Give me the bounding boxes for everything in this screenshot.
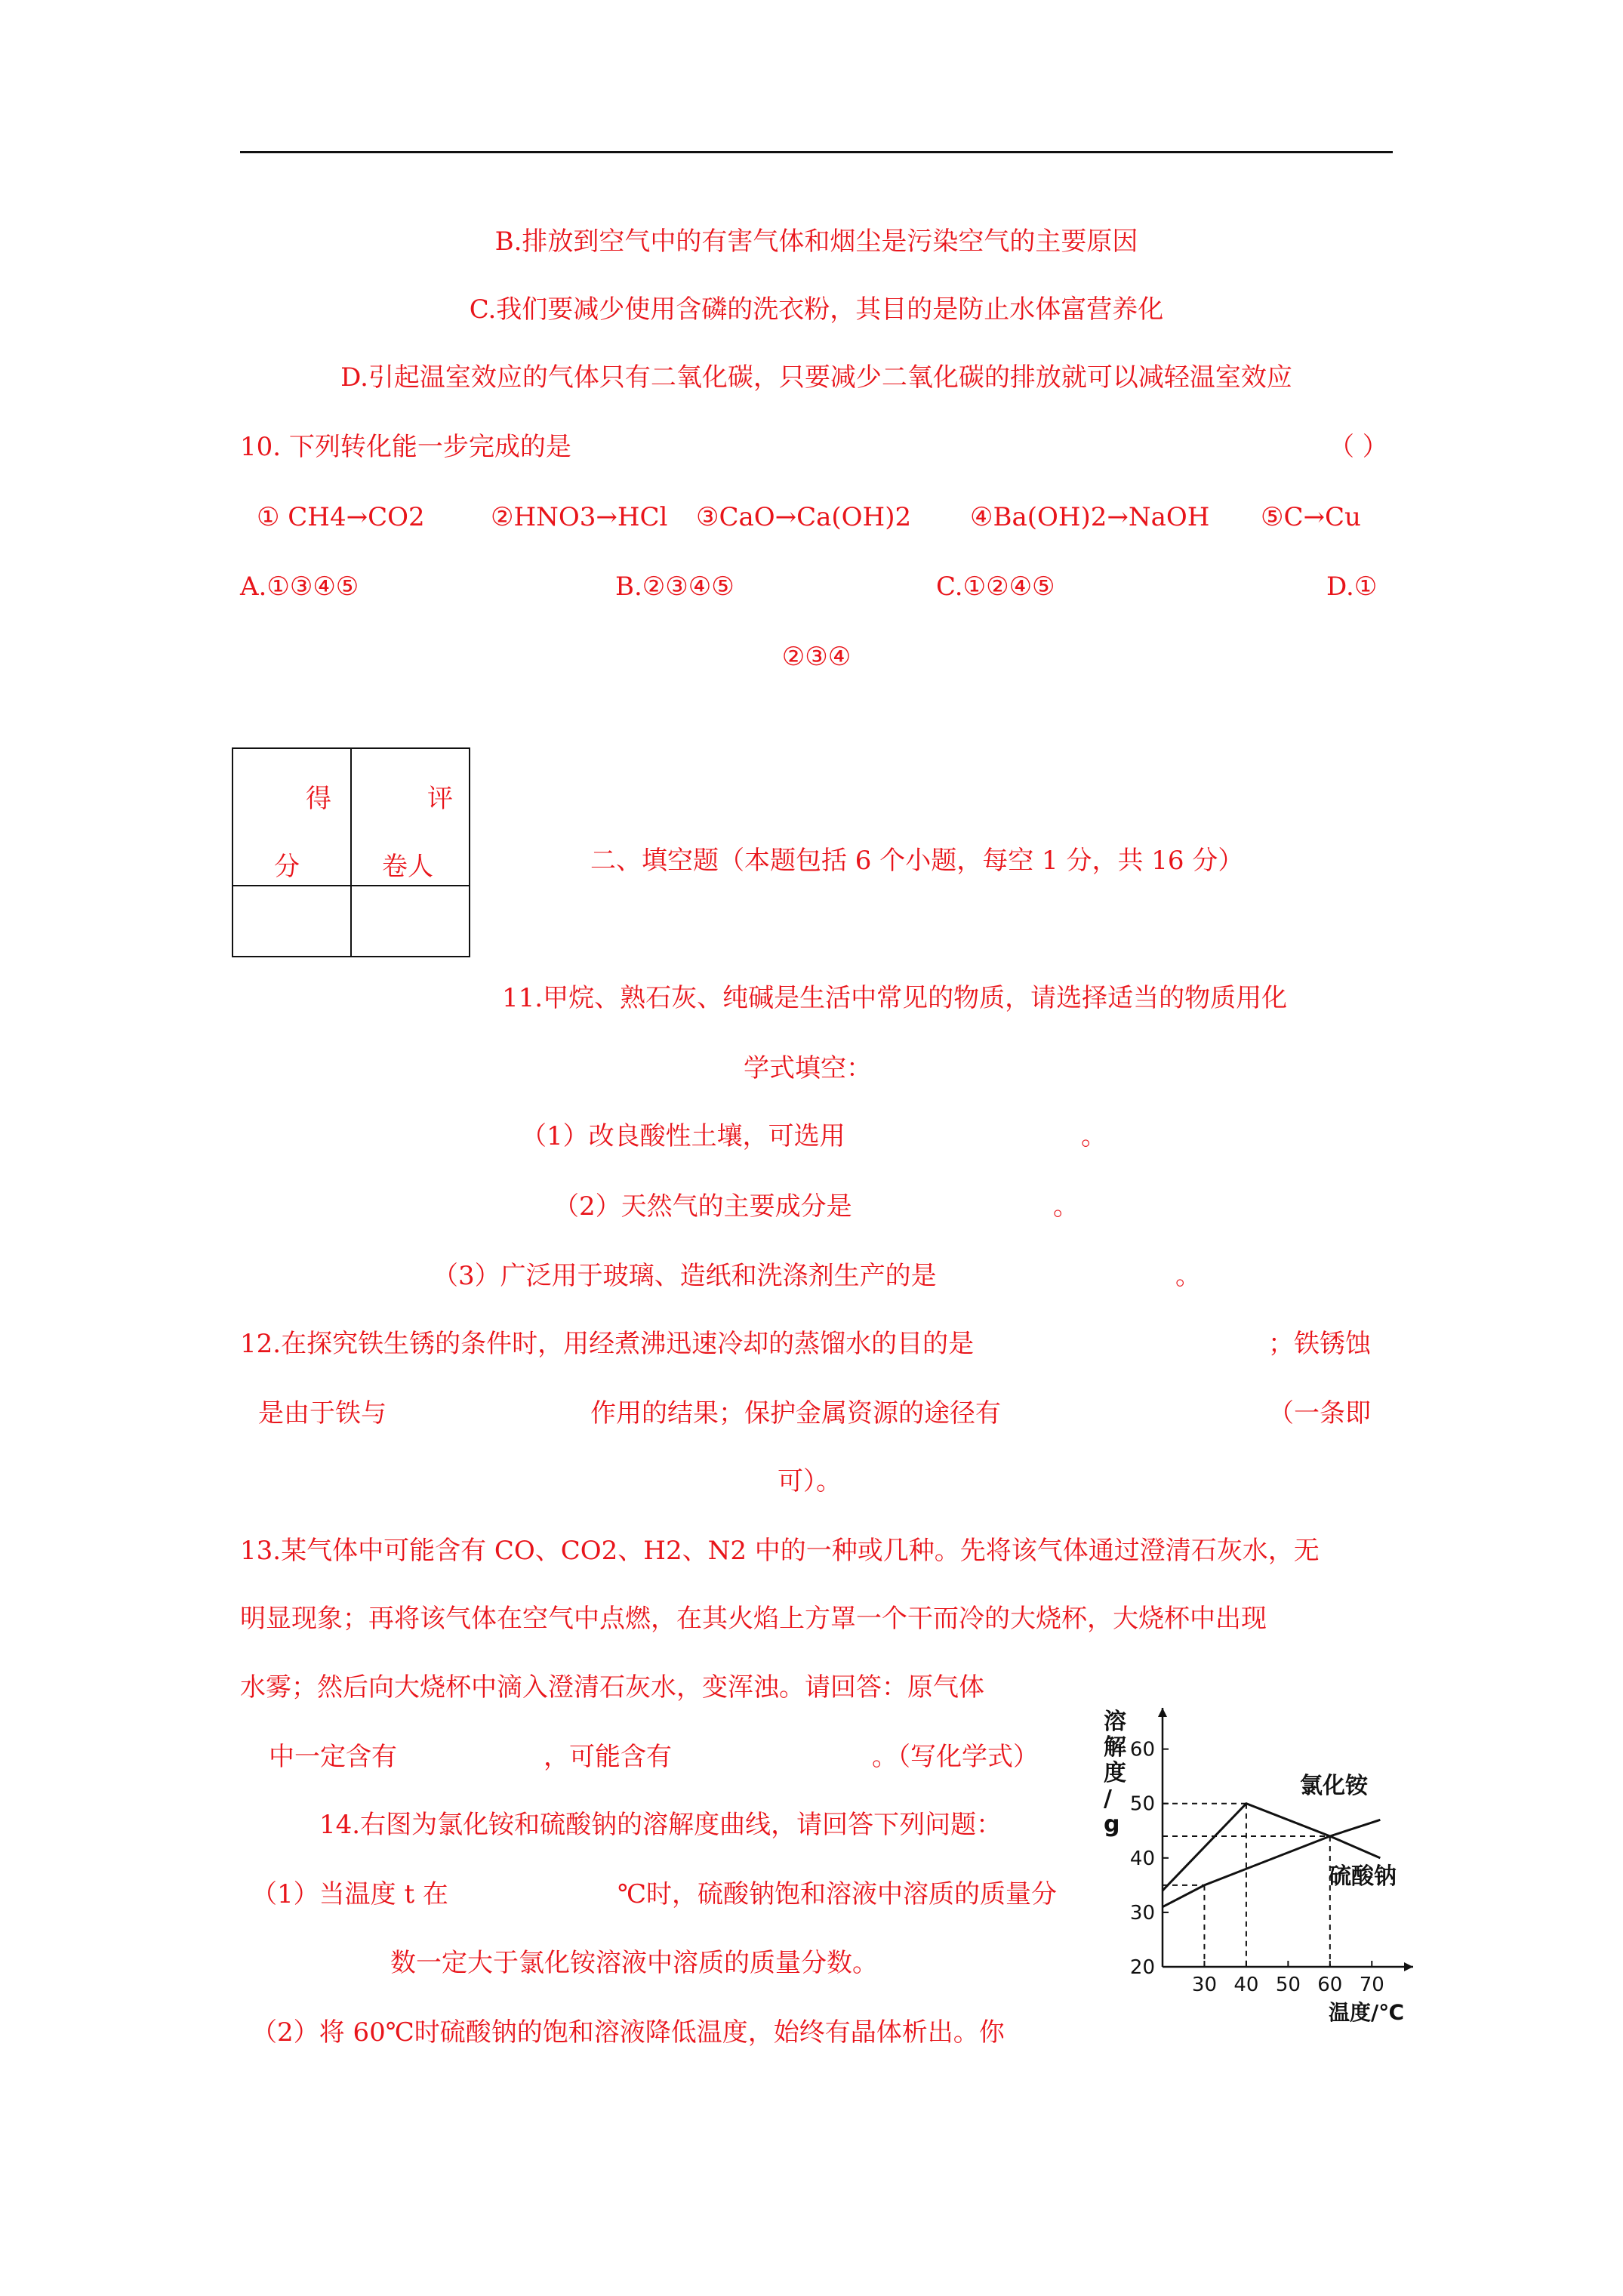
series-label-1: 氯化铵 (1300, 1773, 1368, 1799)
y-axis-arrow (1158, 1708, 1167, 1717)
q12-line2-b: 作用的结果；保护金属资源的途径有 (590, 1398, 1001, 1428)
q10-paren: （ ） (1329, 432, 1388, 462)
q10-stem: 10. 下列转化能一步完成的是 (240, 432, 571, 462)
q14-line1: 14.右图为氯化铵和硫酸钠的溶解度曲线，请回答下列问题： (319, 1810, 1002, 1840)
option-b: B.排放到空气中的有害气体和烟尘是污染空气的主要原因 (494, 227, 1138, 257)
score-table (232, 747, 470, 957)
reviewer-label-ping: 评 (427, 784, 453, 814)
option-d: D.引起温室效应的气体只有二氧化碳，只要减少二氧化碳的排放就可以减轻温室效应 (340, 362, 1292, 393)
x-axis-arrow (1404, 1962, 1413, 1971)
section2-title: 二、填空题（本题包括 6 个小题，每空 1 分，共 16 分） (590, 846, 1244, 876)
reviewer-label-juanren: 卷人 (382, 852, 433, 882)
y-tick-label: 40 (1129, 1847, 1155, 1870)
header-rule (240, 151, 1393, 153)
q13-line1: 13.某气体中可能含有 CO、CO2、H2、N2 中的一种或几种。先将该气体通过澄清石灰水，无 (240, 1536, 1320, 1566)
y-tick-label: 30 (1129, 1901, 1155, 1925)
q10-item-5: ⑤C→Cu (1261, 502, 1361, 532)
solubility-chart (1102, 1699, 1419, 2031)
q11-part3: （3）广泛用于玻璃、造纸和洗涤剂生产的是 (433, 1261, 937, 1291)
q10-item-2: ②HNO3→HCl (491, 502, 668, 532)
q12-line3: 可）。 (778, 1466, 842, 1496)
q13-line4-a: 中一定含有 (269, 1742, 397, 1772)
score-label-fen: 分 (274, 852, 300, 882)
score-cell (233, 748, 351, 886)
y-tick-label: 20 (1129, 1956, 1155, 1979)
q11-part2: （2）天然气的主要成分是 (553, 1191, 852, 1222)
score-input-cell[interactable] (233, 886, 351, 957)
q10-choice-d-wrap: ②③④ (781, 642, 852, 672)
x-tick-label: 40 (1233, 1974, 1259, 1996)
x-tick-label: 30 (1191, 1974, 1218, 1996)
q11-part2-end: 。 (1053, 1191, 1079, 1222)
q11-part1: （1）改良酸性土壤，可选用 (521, 1121, 845, 1151)
q14-part1-b: ℃时，硫酸钠饱和溶液中溶质的质量分 (617, 1879, 1058, 1909)
q14-part1-c: 数一定大于氯化铵溶液中溶质的质量分数。 (390, 1948, 878, 1978)
x-axis-label: 温度/℃ (1329, 2000, 1405, 2025)
x-tick-label: 60 (1317, 1974, 1343, 1996)
q12-line1: 12.在探究铁生锈的条件时，用经煮沸迅速冷却的蒸馏水的目的是 (240, 1329, 975, 1359)
q14-part1-a: （1）当温度 t 在 (251, 1879, 448, 1909)
q12-line2-a: 是由于铁与 (258, 1398, 387, 1428)
q10-item-1: ① CH4→CO2 (257, 502, 425, 532)
y-tick-label: 50 (1129, 1792, 1155, 1816)
x-tick-label: 50 (1275, 1974, 1301, 1996)
q14-part2: （2）将 60℃时硫酸钠的饱和溶液降低温度，始终有晶体析出。你 (251, 2017, 1005, 2048)
q13-line2: 明显现象；再将该气体在空气中点燃，在其火焰上方罩一个干而冷的大烧杯，大烧杯中出现 (240, 1604, 1267, 1634)
q11-line2: 学式填空： (744, 1053, 872, 1083)
q13-line3: 水雾；然后向大烧杯中滴入澄清石灰水，变浑浊。请回答：原气体 (240, 1672, 984, 1703)
q13-line4-c: 。（写化学式） (872, 1742, 1039, 1772)
q10-choice-b: B.②③④⑤ (615, 572, 735, 602)
x-tick-label: 70 (1359, 1974, 1384, 1996)
q10-choice-d: D.① (1326, 572, 1378, 602)
y-axis-label: 溶解度/ g (1104, 1709, 1126, 1838)
y-tick-label: 60 (1129, 1738, 1155, 1761)
q10-item-3: ③CaO→Ca(OH)2 (696, 502, 912, 532)
q12-line2-c: （一条即 (1268, 1398, 1371, 1428)
q11-line1: 11.甲烷、熟石灰、纯碱是生活中常见的物质，请选择适当的物质用化 (502, 983, 1288, 1013)
q12-line1-tail: ；铁锈蚀 (1268, 1329, 1371, 1359)
q11-part3-end: 。 (1175, 1261, 1201, 1291)
reviewer-input-cell[interactable] (351, 886, 470, 957)
reviewer-cell (351, 748, 470, 886)
q10-item-4: ④Ba(OH)2→NaOH (970, 502, 1210, 532)
option-c: C.我们要减少使用含磷的洗衣粉，其目的是防止水体富营养化 (469, 294, 1164, 325)
score-label-de: 得 (306, 784, 331, 814)
q13-line4-b: ，可能含有 (544, 1742, 672, 1772)
q10-choice-a: A.①③④⑤ (240, 572, 359, 602)
q11-part1-end: 。 (1081, 1121, 1107, 1151)
series-label-2: 硫酸钠 (1329, 1863, 1397, 1890)
q10-choice-c: C.①②④⑤ (936, 572, 1055, 602)
